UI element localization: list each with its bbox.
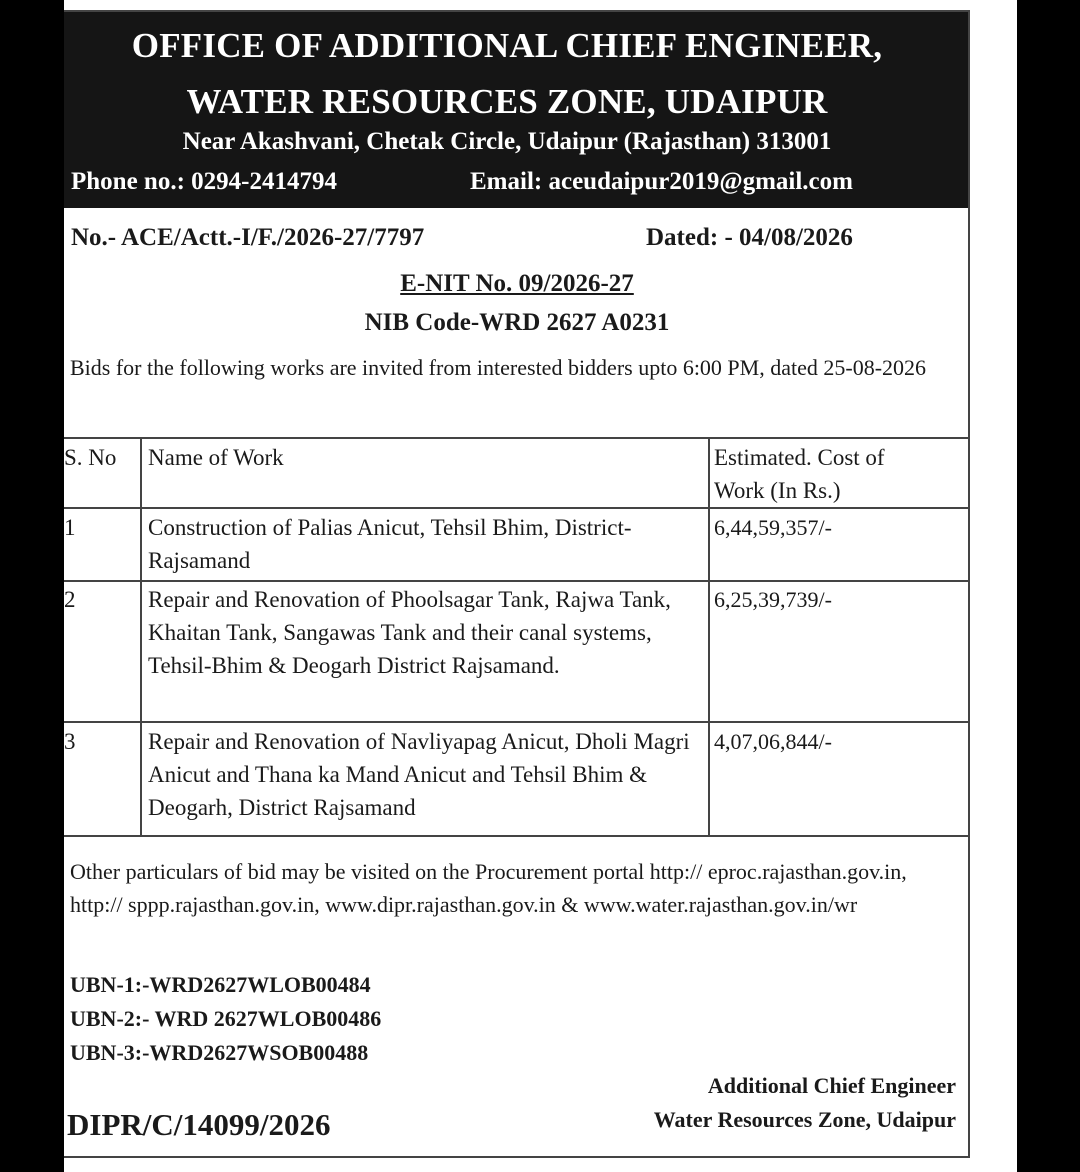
row3-cost: 4,07,06,844/- bbox=[714, 729, 832, 754]
works-table bbox=[64, 437, 968, 837]
other-particulars: Other particulars of bid may be visited on the Procurement portal http:// eproc.rajasthan.gov.in, http:// sppp.rajasthan.gov.in, www.dipr.rajasthan.gov.in & www.water.rajasthan.gov.in/wr bbox=[70, 859, 907, 917]
table-rule bbox=[64, 835, 968, 837]
ubn-3: UBN-3:-WRD2627WSOB00488 bbox=[70, 1040, 369, 1065]
row1-sno: 1 bbox=[64, 515, 76, 540]
office-phone: Phone no.: 0294-2414794 bbox=[71, 168, 337, 195]
office-title-line1: OFFICE OF ADDITIONAL CHIEF ENGINEER, bbox=[131, 26, 883, 65]
row2-cost: 6,25,39,739/- bbox=[714, 587, 832, 612]
signatory-title: Additional Chief Engineer bbox=[707, 1073, 956, 1098]
table-col-divider bbox=[140, 437, 142, 837]
notice-date: Dated: - 04/08/2026 bbox=[646, 224, 853, 251]
bids-invitation: Bids for the following works are invited from interested bidders upto 6:00 PM, dated 25-08-2026 bbox=[70, 355, 927, 380]
header-cost: Estimated. Cost of Work (In Rs.) bbox=[714, 445, 885, 503]
row3-work: Repair and Renovation of Navliyapag Anicut, Dholi Magri Anicut and Thana ka Mand Anicut and Tehsil Bhim & Deogarh, District Rajsamand bbox=[148, 729, 690, 820]
table-rule bbox=[64, 507, 968, 509]
office-email: Email: aceudaipur2019@gmail.com bbox=[470, 168, 853, 195]
ubn-1: UBN-1:-WRD2627WLOB00484 bbox=[70, 972, 371, 997]
tender-notice bbox=[64, 10, 970, 1158]
table-rule bbox=[64, 721, 968, 723]
notice-header bbox=[64, 12, 968, 208]
table-col-divider bbox=[708, 437, 710, 837]
table-rule bbox=[64, 580, 968, 582]
ubn-2: UBN-2:- WRD 2627WLOB00486 bbox=[70, 1006, 382, 1031]
row3-sno: 3 bbox=[64, 729, 76, 754]
header-work: Name of Work bbox=[148, 445, 284, 470]
row2-work: Repair and Renovation of Phoolsagar Tank, Rajwa Tank, Khaitan Tank, Sangawas Tank and their canal systems, Tehsil-Bhim & Deogarh District Rajsamand. bbox=[148, 587, 671, 678]
newspaper-clipping bbox=[64, 0, 1017, 1172]
office-address: Near Akashvani, Chetak Circle, Udaipur (Rajasthan) 313001 bbox=[182, 128, 832, 155]
nib-code: NIB Code-WRD 2627 A0231 bbox=[364, 309, 670, 336]
row1-work: Construction of Palias Anicut, Tehsil Bhim, District-Rajsamand bbox=[148, 515, 632, 573]
header-sno: S. No bbox=[64, 445, 117, 470]
table-rule bbox=[64, 437, 968, 439]
row1-cost: 6,44,59,357/- bbox=[714, 515, 832, 540]
dipr-code: DIPR/C/14099/2026 bbox=[67, 1107, 331, 1142]
signatory-office: Water Resources Zone, Udaipur bbox=[653, 1107, 956, 1132]
row2-sno: 2 bbox=[64, 587, 76, 612]
enit-number: E-NIT No. 09/2026-27 bbox=[400, 270, 634, 297]
reference-number: No.- ACE/Actt.-I/F./2026-27/7797 bbox=[71, 224, 425, 251]
office-title-line2: WATER RESOURCES ZONE, UDAIPUR bbox=[186, 82, 828, 121]
